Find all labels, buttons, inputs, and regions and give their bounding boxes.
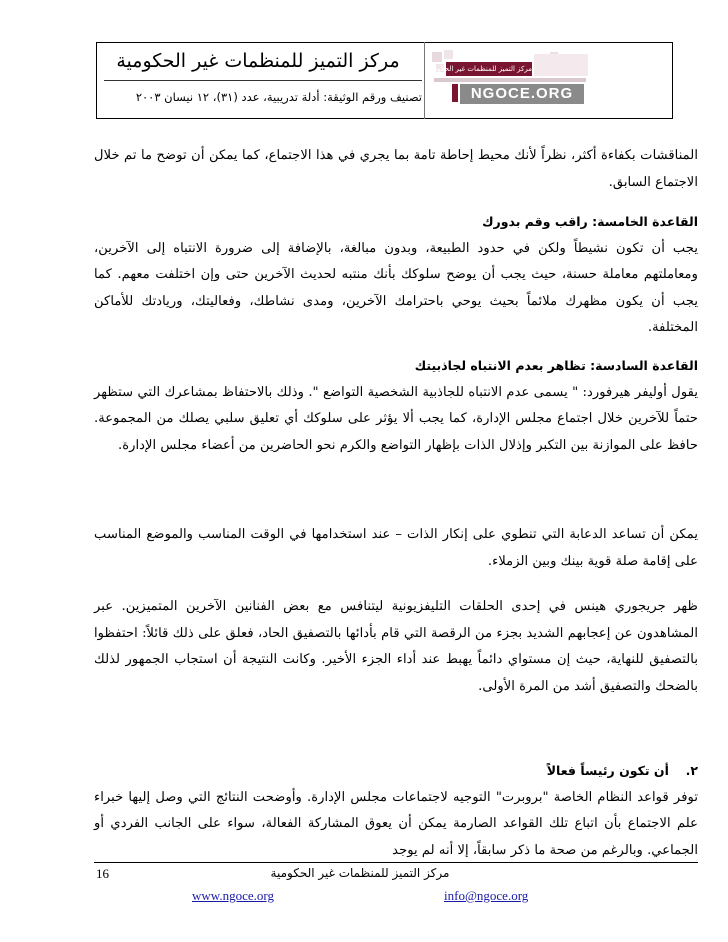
- header-title: مركز التميز للمنظمات غير الحكومية: [116, 50, 400, 72]
- body-text: توفر قواعد النظام الخاصة "بروبرت" التوجيه لاجتماعات مجلس الإدارة. وأوضحت النتائج التي وصل إليها خبراء علم الاجتماع بأن اتباع تلك القواعد الصارمة يمكن أن يعوق المشاركة الفعالة، سواء على الجانب الفردي أو الجماعي. وبالرغم من صحة ما ذكر سابقاً، إلا أنه لم يوجد: [94, 789, 698, 858]
- footer-rule: [94, 862, 698, 863]
- section-heading: القاعدة الخامسة: راقب وقم بدورك: [482, 214, 698, 229]
- footer-org-name: مركز التميز للمنظمات غير الحكومية: [270, 866, 450, 880]
- body-text: ظهر جريجوري هينس في إحدى الحلقات التليفزيونية ليتنافس مع بعض الفنانين الآخرين المتميزين. عبر المشاهدون عن إعجابهم الشديد بجزء من الرقصة التي قام بأدائها بالتصفيق الحاد، فعلق على ذلك قائلاً: احتفظوا بالتصفيق للنهاية، حيث إن مستواي دائماً يهبط عند أداء الجزء الأخير. وكانت النتيجة أن استجاب الجمهور لذلك بالضحك والتصفيق أشد من المرة الأولى.: [94, 599, 698, 694]
- section-number: ٢.: [685, 763, 698, 778]
- paragraph-continuation: [94, 143, 698, 196]
- body-text: يقول أوليفر هيرفورد: " يسمى عدم الانتباه للجاذبية الشخصية التواضع ". وذلك بالاحتفاظ بمشاعرك التي ستظهر حتماً للآخرين خلال اجتماع مجلس الإدارة، كما يجب ألا يؤثر على سلوكك أي تعليق سلبي يصلك من المجموعة. حافظ على الموازنة بين التكبر وإذلال الذات بإظهار التواضع والكرم نحو الحاضرين من أعضاء مجلس الإدارة.: [94, 384, 698, 453]
- rule-five-section: [94, 209, 698, 342]
- section-heading: [94, 758, 698, 785]
- humor-paragraph: [94, 522, 698, 575]
- header-divider: [424, 42, 425, 119]
- effective-chair-section: [94, 758, 698, 864]
- logo-english-text: NGOCE.ORG: [470, 85, 574, 102]
- section-heading: القاعدة السادسة: تظاهر بعدم الانتباه لجاذبيتك: [414, 358, 698, 373]
- body-text: المناقشات بكفاءة أكثر، نظراً لأنك محيط إحاطة تامة بما يجري في هذا الاجتماع، كما يمكن أن توضح ما تم خلال الاجتماع السابق.: [94, 148, 698, 190]
- header-rule: [104, 80, 422, 81]
- website-link[interactable]: www.ngoce.org: [192, 888, 274, 903]
- body-text: يمكن أن تساعد الدعابة التي تنطوي على إنكار الذات – عند استخدامها في الوقت المناسب والموضع المناسب على إقامة صلة قوية بينك وبين الزملاء.: [94, 527, 698, 569]
- ngoce-logo: [427, 48, 590, 110]
- document-classification: تصنيف ورقم الوثيقة: أدلة تدريبية، عدد (٣١)، ١٢ نيسان ٢٠٠٣: [135, 90, 422, 104]
- section-title: أن تكون رئيساً فعالاً: [546, 763, 669, 778]
- logo-arabic-text: مركز التميز للمنظمات غير الحكومية: [427, 65, 532, 73]
- anecdote-paragraph: [94, 594, 698, 700]
- body-text: يجب أن تكون نشيطاً ولكن في حدود الطبيعة، وبدون مبالغة، بالإضافة إلى ضرورة الانتباه إلى الآخرين، ومعاملتهم معاملة حسنة، حيث يجب أن يوضح سلوكك بأنك منتبه لحديث الآخرين حتى وإن اختلفت معهم. كما يجب أن يكون مظهرك ملائماً بحيث يوحي باحترامك الآخرين، ومدى نشاطك، وفعاليتك، وريادتك للأماكن المختلفة.: [94, 240, 698, 335]
- email-link[interactable]: info@ngoce.org: [444, 888, 529, 903]
- page-number: 16: [96, 866, 109, 881]
- rule-six-section: [94, 353, 698, 459]
